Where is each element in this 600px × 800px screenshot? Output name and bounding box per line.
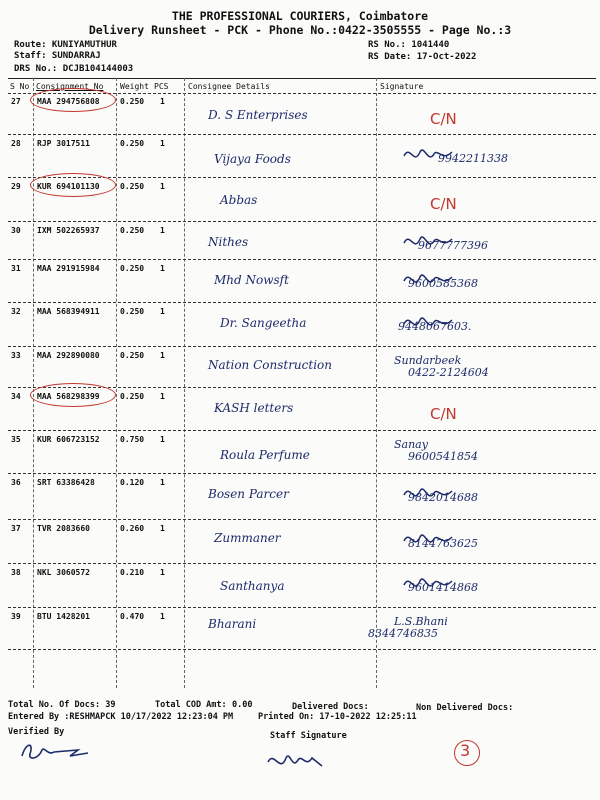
table-row [8,259,596,303]
consignee-handwriting: Nithes [208,235,249,249]
row-consignment: TVR 2083660 [37,524,90,533]
col-consignee: Consignee Details [188,82,270,91]
row-consignment: MAA 568298399 [37,392,100,401]
row-pcs: 1 [160,612,165,621]
printed-on: Printed On: 17-10-2022 12:25:11 [258,712,417,722]
col-signature: Signature [380,82,424,91]
consignee-handwriting: Mhd Nowsft [214,273,289,287]
document-title: THE PROFESSIONAL COURIERS, Coimbatore [171,9,429,23]
row-sno: 29 [11,182,21,191]
row-consignment: MAA 292890080 [37,351,100,360]
row-sno: 37 [11,524,21,533]
row-sno: 27 [11,97,21,106]
page-mark: 3 [460,741,471,760]
phone-handwriting: 9600585368 [408,277,478,290]
row-consignment: NKL 3060572 [37,568,90,577]
verified-by-label: Verified By [8,727,65,737]
entered-by: Entered By :RESHMAPCK 10/17/2022 12:23:04 PM [8,712,234,722]
signature-handwriting: Sundarbeek [394,354,462,367]
row-weight: 0.250 [120,97,145,106]
delivered-docs: Delivered Docs: [292,702,369,712]
row-sno: 38 [11,568,21,577]
row-consignment: MAA 294756808 [37,97,100,106]
table-row [8,430,596,474]
drs-number: DRS No.: DCJB104144003 [14,64,134,74]
row-consignment: KUR 606723152 [37,435,100,444]
consignee-handwriting: Dr. Sangeetha [220,316,307,330]
row-pcs: 1 [160,478,165,487]
phone-handwriting: 9448067603. [398,320,472,333]
row-weight: 0.250 [120,392,145,401]
phone-handwriting: 9600541854 [408,450,478,463]
row-sno: 34 [11,392,21,401]
consignee-handwriting: Nation Construction [208,358,332,372]
row-consignment: RJP 3017511 [37,139,90,148]
row-pcs: 1 [160,524,165,533]
table-row [8,519,596,564]
cn-mark: C/N [430,110,457,128]
row-sno: 39 [11,612,21,621]
staff-signature-mark [262,746,332,776]
highlight-circle [30,173,116,197]
consignee-handwriting: KASH letters [214,401,294,415]
row-consignment: IXM 502265937 [37,226,100,235]
phone-handwriting: 9677777396 [418,239,488,252]
row-sno: 33 [11,351,21,360]
row-weight: 0.250 [120,351,145,360]
total-cod-value: 0.00 [232,700,253,710]
staff-label: Staff: SUNDARRAJ [14,51,101,61]
signature-handwriting: Sanay [394,438,428,451]
row-consignment: KUR 694101130 [37,182,100,191]
row-weight: 0.250 [120,264,145,273]
signature-handwriting: L.S.Bhani [394,615,448,628]
table-row [8,607,596,650]
phone-handwriting: 8144763625 [408,537,478,550]
table-row [8,302,596,347]
row-pcs: 1 [160,351,165,360]
row-consignment: MAA 568394911 [37,307,100,316]
row-pcs: 1 [160,139,165,148]
rs-number: RS No.: 1041440 [368,40,450,50]
consignee-handwriting: Vijaya Foods [214,152,291,166]
table-row [8,221,596,260]
col-pcs: PCS [154,82,169,91]
row-consignment: MAA 291915984 [37,264,100,273]
phone-handwriting: 9842014688 [408,491,478,504]
consignee-handwriting: Santhanya [220,579,285,593]
row-sno: 32 [11,307,21,316]
consignee-handwriting: Roula Perfume [220,448,310,462]
row-sno: 36 [11,478,21,487]
row-weight: 0.210 [120,568,145,577]
consignee-handwriting: Abbas [220,193,258,207]
row-pcs: 1 [160,392,165,401]
col-sno: S No [10,82,30,91]
document-subtitle: Delivery Runsheet - PCK - Phone No.:0422-3505555 - Page No.:3 [88,23,512,37]
phone-handwriting: 9942211338 [438,152,508,165]
row-sno: 30 [11,226,21,235]
col-consignment: Consignment No [36,82,104,91]
phone-handwriting: 0422-2124604 [408,366,489,379]
row-consignment: SRT 63386428 [37,478,95,487]
row-sno: 35 [11,435,21,444]
row-sno: 28 [11,139,21,148]
cn-mark: C/N [430,405,457,423]
col-weight: Weight [120,82,149,91]
phone-handwriting: 8344746835 [368,627,438,640]
table-row [8,346,596,388]
row-consignment: BTU 1428201 [37,612,90,621]
row-weight: 0.470 [120,612,145,621]
consignee-handwriting: D. S Enterprises [208,108,308,122]
row-weight: 0.250 [120,182,145,191]
row-pcs: 1 [160,97,165,106]
consignee-handwriting: Bharani [208,617,257,631]
total-docs: Total No. Of Docs: 39 [8,700,116,710]
table-row [8,473,596,520]
row-pcs: 1 [160,182,165,191]
row-pcs: 1 [160,226,165,235]
row-weight: 0.250 [120,139,145,148]
non-delivered-docs: Non Delivered Docs: [416,703,514,713]
highlight-circle [30,88,116,112]
row-pcs: 1 [160,307,165,316]
verifier-signature-mark [18,738,98,764]
rs-date: RS Date: 17-Oct-2022 [368,52,477,62]
row-sno: 31 [11,264,21,273]
total-cod-label: Total COD Amt: [155,700,227,710]
consignee-handwriting: Zummaner [214,531,281,545]
row-pcs: 1 [160,435,165,444]
row-weight: 0.250 [120,307,145,316]
route-label: Route: KUNIYAMUTHUR [14,40,117,50]
cn-mark: C/N [430,195,457,213]
consignee-handwriting: Bosen Parcer [208,487,289,501]
row-weight: 0.260 [120,524,145,533]
row-weight: 0.750 [120,435,145,444]
phone-handwriting: 9601414868 [408,581,478,594]
row-pcs: 1 [160,568,165,577]
row-weight: 0.250 [120,226,145,235]
row-weight: 0.120 [120,478,145,487]
highlight-circle [30,383,116,407]
table-row [8,563,596,608]
table-row [8,134,596,178]
staff-signature-label: Staff Signature [270,731,347,741]
row-pcs: 1 [160,264,165,273]
